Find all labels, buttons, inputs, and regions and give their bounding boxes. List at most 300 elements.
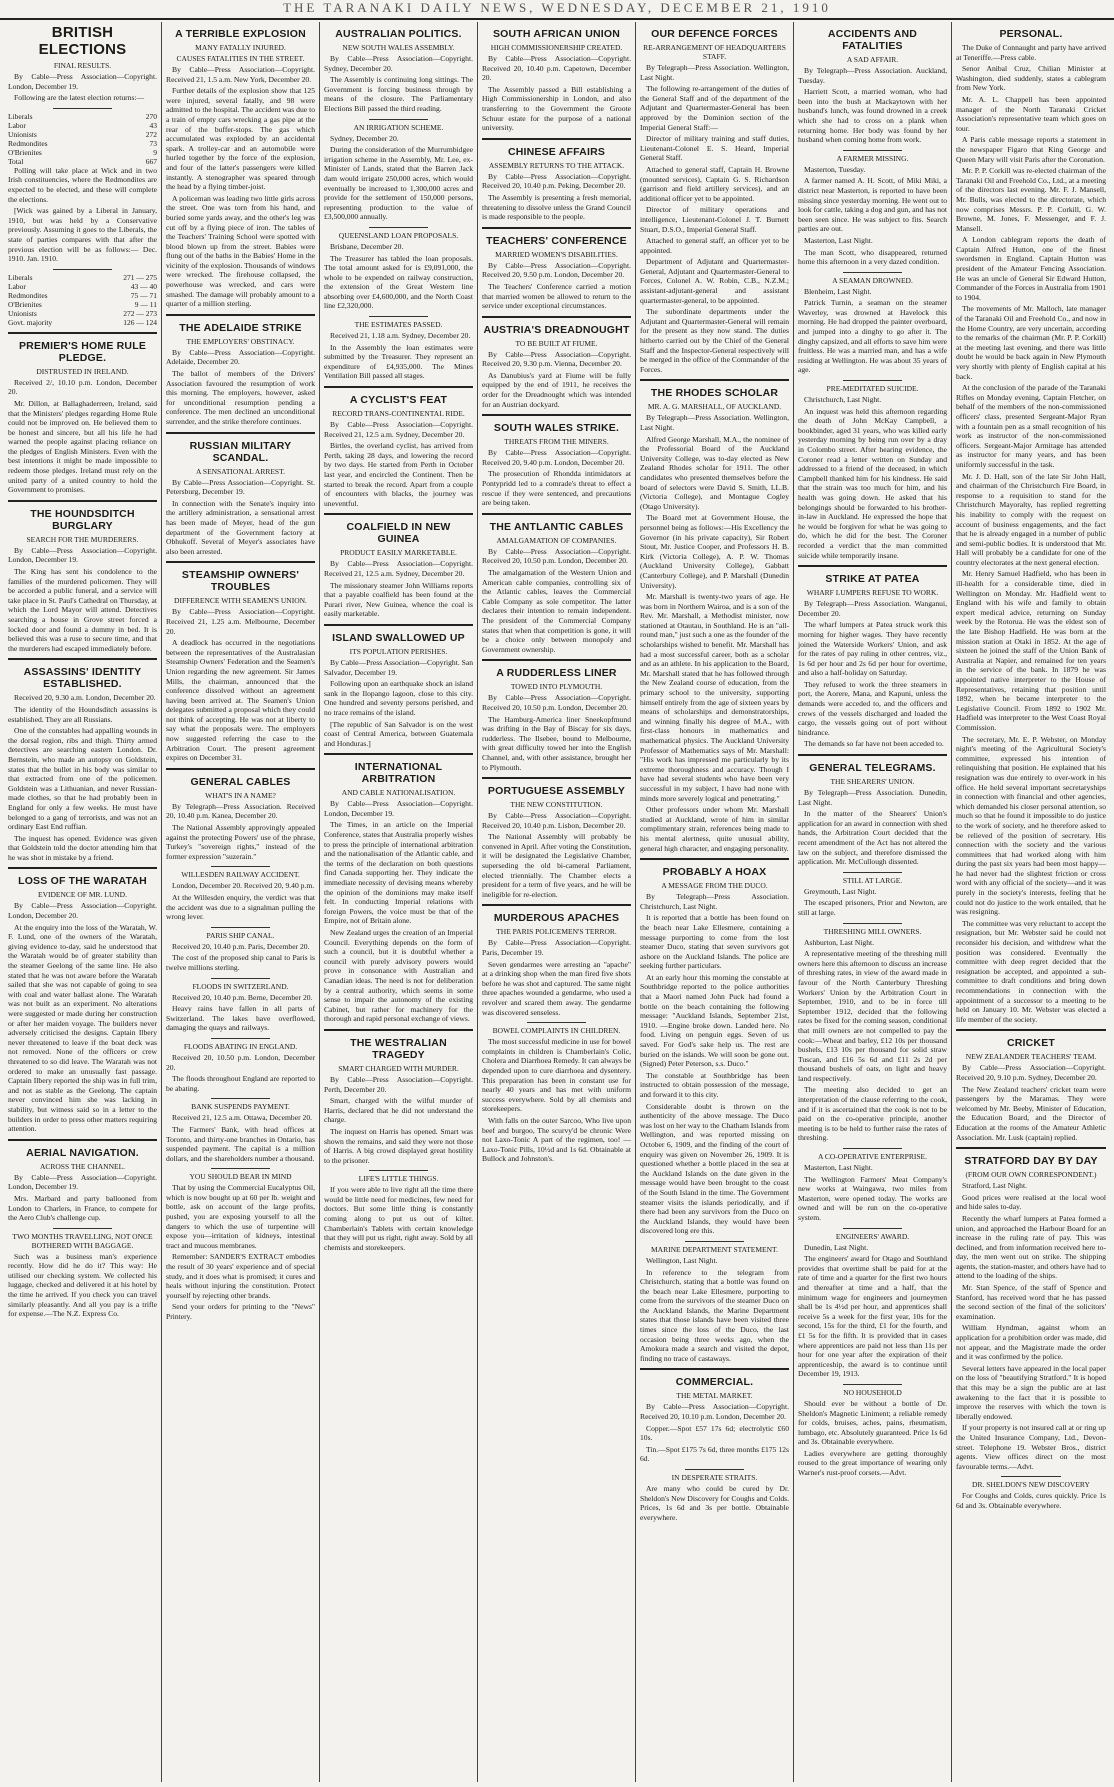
table-row bbox=[8, 112, 157, 121]
article-paragraph: The most successful medicine in use for bowel complaints in children is Chamberlain's Colic, Cholera and Diarrhoea Remedy. It can always be depended upon to cure diarrhoea and dysentery. This preparation has been in constant use for nearly 40 years and has met with uniform success everywhere. Sold by all chemists and storekeepers. bbox=[482, 1037, 631, 1114]
section-divider bbox=[53, 108, 113, 109]
article bbox=[8, 867, 157, 1133]
article-subheading: DR. SHELDON'S NEW DISCOVERY bbox=[972, 1480, 1090, 1490]
table-row bbox=[8, 148, 157, 157]
article bbox=[324, 753, 473, 1024]
article bbox=[798, 923, 947, 1143]
table-row bbox=[8, 282, 157, 291]
table-row bbox=[8, 318, 157, 327]
article-subheading: FLOODS ABATING IN ENGLAND. bbox=[183, 1041, 298, 1051]
article-paragraph: The constable at Southbridge has been instructed to obtain possession of the message, and forward it to this city. bbox=[640, 1070, 789, 1099]
party-name: Liberals bbox=[8, 111, 33, 121]
article-paragraph: Following upon an earthquake shock an island sank in the Ilopango lagoon, close to this city. One hundred and seventy persons perished, and no trace remains of the island. bbox=[324, 679, 473, 717]
article-subheading: SEARCH FOR THE MURDERERS. bbox=[26, 534, 139, 544]
article-headline: BRITISH ELECTIONS bbox=[38, 24, 127, 58]
article-headline: INTERNATIONAL ARBITRATION bbox=[354, 761, 443, 786]
article-paragraph: The engineers' award for Otago and Southland provides that overtime shall be paid for at the rate of time and a quarter for the first two hours and thereafter at time and a half, that the minimum wage for engineers and journeymen shall be 1s 4½d per hour, and apprentices shall receive 5s a week for the first year, 10s for the second, 15s for the third, £1 for the fourth, and £1 5s for the fifth. It is provided that in cases where apprentices are paid not less than 11s per hour for one year after the expiration of their apprenticeship, the award is to continue until December 19, 1913. bbox=[798, 1254, 947, 1379]
article-subheading: WHAT'S IN A NAME? bbox=[205, 790, 276, 800]
article-subheading: THRESHING MILL OWNERS. bbox=[823, 926, 922, 936]
article-paragraph: The Farmers' Bank, with head offices at Toronto, and thirty-one branches in Ontario, has suspended payment. The capital is a million dollars, and the shareholders number a thousand. bbox=[166, 1124, 315, 1163]
article-paragraph: In reference to the telegram from Christchurch, stating that a bottle was found on the beach near Lake Ellesmere, purporting to come from the survivors of the steamer Duco on the Auckland Islands, the Marine Department states that those islands have been visited three times since the loss of the Duco, the last occasion being three weeks ago, when the Amokura made a search and visited the depot, finding no trace of castaways. bbox=[640, 1267, 789, 1363]
article bbox=[640, 1241, 789, 1364]
article-paragraph: By Telegraph—Press Association. Received 20, 10.40 p.m. Kanea, December 20. bbox=[166, 801, 315, 821]
article-paragraph: Such was a business man's experience recently. How did he do it? This way: He utilised our checking system. We collected his luggage, checked and delivered it at his hotel by the time he arrived. If you check you can travel similarly pleasantly. And all you pay is a trifle for expense.—The N.Z. Express Co. bbox=[8, 1251, 157, 1319]
article-paragraph: The movements of Mr. Malloch, late manager of the Taranaki Oil and Freehold Co., and now in the Home Country, are very uncertain, according to the remarks of the chairman (Mr. P. P. Corkill) at the meeting last evening, and there was little doubt he would be back again in New Plymouth very shortly with plenty of English capital at his back. bbox=[956, 304, 1106, 381]
article-paragraph: The National Assembly approvingly appealed against the protecting Powers' use of the phrase, Turkey's "sovereign rights," instead of the former expression "suzerain." bbox=[166, 823, 315, 861]
article-paragraph: By Telegraph—Press Association. Wellington, Last Night. bbox=[640, 413, 789, 432]
article-headline: COALFIELD IN NEW GUINEA bbox=[346, 521, 451, 546]
party-name: Total bbox=[8, 156, 24, 166]
seat-count: 272 — 273 bbox=[123, 308, 157, 318]
article-paragraph: Department of Adjutant and Quartermaster-General, Adjutant and Quartermaster-General to Forces, Colonel A. W. Robin, C.B., N.Z.M.; assistant-adjutant-general and assistant quartermaster-general, to be appointed. bbox=[640, 257, 789, 305]
article bbox=[166, 978, 315, 1033]
article-headline: A RUDDERLESS LINER bbox=[496, 667, 617, 680]
article-paragraph: Received 20, 10.50 p.m. London, December 20. bbox=[166, 1052, 315, 1072]
article-subheading: DIFFERENCE WITH SEAMEN'S UNION. bbox=[174, 596, 307, 606]
article-subheading: THE NEW CONSTITUTION. bbox=[510, 800, 603, 810]
article-paragraph: The cost of the proposed ship canal to Paris is twelve millions sterling. bbox=[166, 953, 315, 972]
article-headline: THE HOUNDSDITCH BURGLARY bbox=[30, 507, 135, 532]
article bbox=[324, 1170, 473, 1252]
article-paragraph: By Cable—Press Association—Copyright. Sydney, December 20. bbox=[324, 54, 473, 73]
article-paragraph: By Cable—Press Association—Copyright. Adelaide, December 20. bbox=[166, 347, 315, 367]
party-name: Unionists bbox=[8, 308, 37, 318]
article-paragraph: By Telegraph—Press Association. Christchurch, Last Night. bbox=[640, 892, 789, 911]
party-name: Govt. majority bbox=[8, 317, 53, 327]
article-divider bbox=[482, 414, 631, 416]
section-divider bbox=[843, 380, 903, 381]
article-headline: THE ADELAIDE STRIKE bbox=[179, 321, 302, 334]
article-paragraph: The Assembly is presenting a fresh memorial, threatening to dissolve unless the Grand Council is made responsible to the people. bbox=[482, 192, 631, 222]
article-paragraph: Mrs. Marbard and party ballooned from London to Charlers, in France, to compete for the Aero Club's challenge cup. bbox=[8, 1193, 157, 1223]
article bbox=[324, 227, 473, 311]
article-headline: AUSTRIA'S DREADNOUGHT bbox=[483, 323, 630, 336]
article-subheading: A MESSAGE FROM THE DUCO. bbox=[661, 881, 768, 891]
article-headline: ACCIDENTS AND FATALITIES bbox=[827, 28, 918, 52]
section-divider bbox=[211, 1168, 271, 1169]
article-paragraph: By Telegraph—Press Association. Wellington, Last Night. bbox=[640, 63, 789, 82]
article-paragraph: During the consideration of the Murrumbidgee irrigation scheme in the Assembly, Mr. Lee, ex-Minister of Lands, stated that the Barren Jack dam would irrigate 250,000 acres, which would eventually be increased to 1,300,000 acres and provide for the settlement of 150,000 persons, representing production to the value of £3,500,000 annually. bbox=[324, 145, 473, 222]
article-headline: A TERRIBLE EXPLOSION bbox=[175, 28, 306, 40]
article-paragraph: By Cable—Press Association—Copyright. Perth, December 20. bbox=[324, 1074, 473, 1094]
article-subheading: RE-ARRANGEMENT OF HEADQUARTERS STAFF. bbox=[643, 43, 786, 61]
party-name: Redmondites bbox=[8, 290, 48, 300]
section-divider bbox=[211, 1038, 271, 1039]
article-divider bbox=[166, 561, 315, 563]
article-paragraph: By Cable—Press Association—Copyright. Received 20, 9.40 p.m. London, December 20. bbox=[482, 448, 631, 467]
article-divider bbox=[324, 753, 473, 755]
article-headline: CHINESE AFFAIRS bbox=[507, 145, 606, 158]
article bbox=[166, 927, 315, 973]
article-subheading: HIGH COMMISSIONERSHIP CREATED. bbox=[490, 43, 623, 52]
article-paragraph: Director of military training and staff duties, Lieutenant-Colonel E. S. Heard, Imperial General Staff. bbox=[640, 134, 789, 163]
article-paragraph: William Hyndman, against whom an application for a prohibition order was made, did not appear, and the Magistrate made the order and it was confirmed by the police. bbox=[956, 1323, 1106, 1362]
article-paragraph: Director of military operations and intelligence, Lieutenant-Colonel J. T. Burnett Stuart, D.S.O., Imperial General Staff. bbox=[640, 205, 789, 234]
article bbox=[324, 513, 473, 619]
article-subheading: ASSEMBLY RETURNS TO THE ATTACK. bbox=[488, 160, 625, 170]
article-subheading: A SENSATIONAL ARREST. bbox=[196, 466, 285, 476]
article-paragraph: By Cable—Press Association—Copyright. Received 20, 9.30 p.m. Vienna, December 20. bbox=[482, 349, 631, 369]
article bbox=[482, 227, 631, 311]
article-divider bbox=[324, 386, 473, 388]
article-paragraph: Senor Anibal Cruz, Chilian Minister at Washington, died suddenly, states a cablegram from New York. bbox=[956, 64, 1106, 93]
table-row bbox=[8, 130, 157, 139]
section-divider bbox=[843, 1384, 903, 1385]
article-paragraph: Mr. Dillon, at Ballaghaderreen, Ireland, said that the Ministers' pledges regarding Home Rule could not be improved on. He believed them to be honest and sincere, but all his life he had warned the people against placing reliance on the pledges of English Ministers. Even with the best intentions it might be made impossible to redeem those pledges. Ireland must rely on the united party of a united country to hold the Government to promises. bbox=[8, 398, 157, 495]
article bbox=[640, 1368, 789, 1464]
article-headline: CRICKET bbox=[1006, 1037, 1056, 1050]
article bbox=[482, 138, 631, 222]
article-divider bbox=[956, 1147, 1106, 1149]
article-paragraph: At an early hour this morning the constable at Southbridge reported to the police authorities that a Maori named John Puck had found a bottle on the beach containing the following message: "Auckland Islands, September 21st, 1910. —Engine broke down. Landed here. No food. Living on penguin eggs. Seven of us saved. For God's sake help us. The rest are buried on the islands. We will soon be gone out. (Signed) Peter Peterson, s.s. Duco." bbox=[640, 972, 789, 1069]
article-paragraph: By Cable—Press Association—Copyright. Received 20, 10.50 p.m. London, December 20. bbox=[482, 693, 631, 712]
article-headline: STRATFORD DAY BY DAY bbox=[964, 1155, 1098, 1168]
article-paragraph: Should ever be without a bottle of Dr. Sheldon's Magnetic Liniment; a reliable remedy for colds, bruises, aches, pains, rheumatism, lumbago, etc. Absolutely guaranteed. Price 1s 6d and 3s. Obtainable everywhere. bbox=[798, 1398, 947, 1447]
article-paragraph: Wellington, Last Night. bbox=[646, 1255, 718, 1265]
seat-count: 272 bbox=[145, 129, 157, 139]
article-paragraph: Patrick Turnin, a seaman on the steamer Waverley, was drowned at Havelock this morning. He had dropped the painter overboard, and jumped into a dinghy to go after it. The dinghy capsized, and all efforts to save him were fruitless. He was a married man, and has a wife residing at Wellington. He was about 35 years of age. bbox=[798, 298, 947, 375]
article-paragraph: The committee was very reluctant to accept the resignation, but Mr. Webster said he could not reconsider his decision, and withdrew what the position was considered. Eventually the committee with deep regret decided that the resignation be accepted, and appointed a sub-committee to draft conditions and bring down recommendations in connection with the appointment of a successor to a meeting to be held on January 10. Mr. Webster was elected a life member of the society. bbox=[956, 918, 1106, 1024]
article-paragraph: By Cable—Press Association—Copyright. Received 20, 10.40 p.m. Peking, December 20. bbox=[482, 171, 631, 191]
article-divider bbox=[324, 1029, 473, 1031]
seat-count: 43 bbox=[149, 120, 157, 130]
article-paragraph: The Times, in an article on the Imperial Conference, states that Australia properly wishes to press the principle of international arbitration and the nationalisation of the Atlantic cable, and the terms of the declaration on both questions find Canada supporting her. They indicate the immediate necessity of devising means whereby the opinion of the dominions may make itself felt. In conducting Imperial relations with foreign Powers, the voice must be that of the Empire, not of Britain alone. bbox=[324, 820, 473, 926]
article bbox=[482, 513, 631, 655]
results-table bbox=[8, 273, 157, 327]
article bbox=[798, 1384, 947, 1478]
article-paragraph: The wharf lumpers at Patea struck work this morning for higher wages. They have recently joined the Waterside Workers' Union, and ask for the rates of pay ruling in other centres, viz., 1s 6d per hour and 2s 6d per hour for overtime, and also a half-holiday on Saturday. bbox=[798, 620, 947, 678]
party-name: Labor bbox=[8, 120, 26, 130]
article-paragraph: Masterton, Last Night. bbox=[804, 1163, 873, 1173]
article-paragraph: The demands so far have not been acceded to. bbox=[804, 739, 944, 749]
article-paragraph: By Cable—Press Association—Copyright. Received 20, 10.40 p.m. Capetown, December 20. bbox=[482, 54, 631, 83]
article-subheading: STILL AT LARGE. bbox=[842, 875, 903, 885]
section-divider bbox=[843, 923, 903, 924]
newspaper-page bbox=[4, 22, 1110, 1782]
article bbox=[798, 872, 947, 918]
article-divider bbox=[482, 316, 631, 318]
article-headline: STRIKE AT PATEA bbox=[825, 573, 920, 586]
table-row bbox=[8, 121, 157, 130]
article-paragraph: Brisbane, December 20. bbox=[330, 241, 404, 251]
section-divider bbox=[843, 872, 903, 873]
article-divider bbox=[8, 500, 157, 502]
article-paragraph: Greymouth, Last Night. bbox=[804, 886, 877, 896]
article-paragraph: Good prices were realised at the local wool and hide sales to-day. bbox=[956, 1192, 1106, 1212]
article-paragraph: Christchurch, Last Night. bbox=[804, 395, 882, 405]
article-paragraph: Attached to general staff, an officer yet to be appointed. bbox=[640, 236, 789, 255]
article-paragraph: Are many who could be cured by Dr. Sheldon's New Discovery for Coughs and Colds. Prices, 1s 6d and 3s per bottle. Obtainable everywhere. bbox=[640, 1484, 789, 1522]
article-divider bbox=[8, 1139, 157, 1141]
article-divider bbox=[640, 1368, 789, 1370]
article-subheading: THE ESTIMATES PASSED. bbox=[354, 320, 443, 330]
party-name: Liberals bbox=[8, 272, 33, 282]
article-paragraph: Several letters have appeared in the local paper on the loss of "beautifying Stratford." It is hoped that this may be a sign the public are at last awakening to the fact that it is possible to improve the reserves with which the town is liberally endowed. bbox=[956, 1363, 1106, 1421]
article-paragraph: London, December 20. Received 20, 9.40 p.m. bbox=[172, 881, 315, 891]
article-subheading: THE EMPLOYERS' OBSTINACY. bbox=[186, 336, 295, 346]
article-paragraph: The secretary, Mr. E. P. Webster, on Monday night's meeting of the Agricultural Society's committee, expressed his intention of relinquishing that position. He explained that his resignation was due entirely to over-work in his office. He held several important secretaryships in connection with financial and other agencies, which demanded his closer personal attention, so much so that he found it impossible to do justice to the work of society, and he therefore asked to be relieved of the position of secretary. His connection with the society and the various committees that had worked along with him during the past six years had been most happy—he had never had the slightest friction or cross word with any official of the society—and it was purely in the society's interests, feeling that he could not do justice to the work entailed, that he was resigning. bbox=[956, 734, 1106, 917]
article-paragraph: Received 20, 9.30 a.m. London, December 20. bbox=[14, 693, 156, 703]
article bbox=[8, 1228, 157, 1319]
section-divider bbox=[369, 1170, 429, 1171]
article-paragraph: The floods throughout England are reported to be abating. bbox=[166, 1074, 315, 1093]
article-divider bbox=[8, 867, 157, 869]
article bbox=[798, 1148, 947, 1223]
article bbox=[8, 1139, 157, 1223]
article-subheading: MARINE DEPARTMENT STATEMENT. bbox=[651, 1244, 778, 1254]
article-subheading: PRODUCT EASILY MARKETABLE. bbox=[340, 548, 457, 558]
article bbox=[166, 432, 315, 557]
article-subheading: A CO-OPERATIVE ENTERPRISE. bbox=[818, 1152, 927, 1162]
article-headline: THE ANTLANTIC CABLES bbox=[489, 520, 624, 533]
article-divider bbox=[798, 565, 947, 567]
article-subheading: BOWEL COMPLAINTS IN CHILDREN. bbox=[492, 1026, 621, 1036]
article-paragraph: The National Assembly will probably be convened in April. After voting the Constitution, it will be designated the Legislative Chamber, superseding the old bi-cameral Parliament, elected triennially. The Chamber elects a president for a term of five years, and he will be ineligible for re-election. bbox=[482, 832, 631, 899]
article-divider bbox=[482, 513, 631, 515]
article-subheading: NEW ZEALANDER TEACHERS' TEAM. bbox=[965, 1052, 1097, 1062]
article-paragraph: The inquest has opened. Evidence was given that Goldstein told the doctor attending him that he was shot in mistake by a friend. bbox=[8, 833, 157, 862]
article bbox=[482, 904, 631, 1017]
article-paragraph: By Cable—Press Association—Copyright. London, December 19. bbox=[324, 799, 473, 818]
article-paragraph: Sydney, December 20. bbox=[330, 133, 399, 143]
article-paragraph: The Wellington Farmers' Meat Company's new works at Waingawa, two miles from Masterton, were opened today. The works are owned and will be run on the co-operative system. bbox=[798, 1174, 947, 1222]
article-paragraph: Ladies everywhere are getting thoroughly roused to the great importance of wearing only Warner's rust-proof corsets.—Advt. bbox=[798, 1448, 947, 1478]
article bbox=[166, 314, 315, 427]
article bbox=[324, 28, 473, 114]
article bbox=[956, 1147, 1106, 1471]
section-divider bbox=[1001, 1476, 1061, 1477]
column-7 bbox=[952, 22, 1110, 1782]
section-divider bbox=[53, 269, 113, 270]
article bbox=[798, 565, 947, 749]
party-name: O'Brienites bbox=[8, 299, 42, 309]
article-paragraph: Polling will take place at Wick and in two Irish constituencies, where the Redmondites are expected to be elected, and these will complete the elections. bbox=[8, 165, 157, 204]
article-headline: OUR DEFENCE FORCES bbox=[651, 28, 778, 40]
article bbox=[8, 24, 157, 103]
article-subheading: (FROM OUR OWN CORRESPONDENT.) bbox=[965, 1170, 1097, 1180]
article bbox=[956, 1029, 1106, 1142]
article bbox=[324, 624, 473, 748]
article-divider bbox=[324, 624, 473, 626]
seat-count: 126 — 124 bbox=[123, 317, 157, 327]
article-divider bbox=[482, 227, 631, 229]
article-paragraph: They refused to work the three steamers in port, the Aorere, Mana, and Kapuni, unless the demands were acceded to, and the officers and crews of the vessels discharged and loaded the cargo, the vessels going out of port without hindrance. bbox=[798, 679, 947, 737]
table-row bbox=[8, 300, 157, 309]
section-divider bbox=[369, 227, 429, 228]
article-paragraph: Masterton, Tuesday. bbox=[804, 164, 866, 174]
section-divider bbox=[53, 1228, 113, 1229]
seat-count: 9 bbox=[153, 147, 157, 157]
article-paragraph: For Coughs and Colds, cures quickly. Price 1s 6d and 3s. Obtainable everywhere. bbox=[956, 1491, 1106, 1510]
seat-count: 75 — 71 bbox=[130, 290, 157, 300]
article-paragraph: Further details of the explosion show that 125 were injured, several fatally, and 98 were admitted to the hospital. The accident was due to a train of empty cars wrecking a gas pipe at the rear of the buffer-stops. The gas which accumulated was exploded by an accidental spark. A trolley-car and an automobile were hurled together by the force of the explosion, and four of the latter's passengers were killed instantly. A stenographer was speared through the head by a flying timber-joist. bbox=[166, 86, 315, 192]
section-divider bbox=[211, 1098, 271, 1099]
section-divider bbox=[211, 978, 271, 979]
article-headline: AUSTRALIAN POLITICS. bbox=[335, 28, 462, 40]
table-row bbox=[8, 291, 157, 300]
article-headline: GENERAL CABLES bbox=[190, 775, 291, 788]
article-paragraph: By Cable—Press Association—Copyright. London, December 20. bbox=[8, 901, 157, 921]
table-row bbox=[8, 273, 157, 282]
article-divider bbox=[166, 768, 315, 770]
article-paragraph: If you were able to live right all the time there would be little need for medicines, few need for doctors. But some little thing is constantly coming along to put us out of kilter. Chamberlain's Tablets with certain knowledge that they will put us right, right away. Sold by all chemists and storekeepers. bbox=[324, 1185, 473, 1252]
article-paragraph: As Danubius's yard at Fiume will be fully equipped by the end of 1911, he receives the order for the Dreadnought which was intended for an Austrian dockyard. bbox=[482, 370, 631, 409]
article bbox=[324, 316, 473, 381]
article-paragraph: It is reported that a bottle has been found on the beach near Lake Ellesmere, containing a message purporting to come from the lost steamer Duco, stating that seven survivors got ashore on the Auckland Islands. The police are seeking further particulars. bbox=[640, 913, 789, 971]
article-subheading: YOU SHOULD BEAR IN MIND bbox=[189, 1172, 292, 1182]
article-paragraph: Mr. J. D. Hall, son of the late Sir John Hall, and chairman of the Christchurch Fire Board, in response to a requisition to stand for the Christchurch Mayoralty, has replied regretting his inability to comply with the request on account of business engagements, and the fact that he is already engaged in a number of public and semi-public bodies. It is understood that Mr. Hall will probably be a candidate for one of the country electorates at the next general election. bbox=[956, 471, 1106, 567]
article-paragraph: Mr. Marshall is twenty-two years of age. He was born in Northern Wairoa, and is a son of the Rev. Mr. Marshall, a Methodist minister, now stationed at Otautau, in Southland. He is an "all-round man," just such a one as the founder of the scholarships wished to benefit. Mr. Marshall has had a most successful career, both as a scholar and as an athlete. In his application to the Board, Mr. Marshall stated that he has followed through the New Zealand course of education, from the primary school to the university, supporting himself entirely from the age of sixteen years by means of scholarships and demonstratorships, and winning finally his degree of M.A., with first-class honours in mathematics and mathematical physics. The Auckland University Professor of Mathematics says of Mr. Marshall: "His work has impressed me particularly by its extreme thoroughness and accuracy. Though I have had several students who have been very successful in my subject, I have had none with minds more severely logical and penetrating." bbox=[640, 592, 789, 803]
article-subheading: LIFE'S LITTLE THINGS. bbox=[358, 1174, 439, 1184]
article-subheading: TWO MONTHS TRAVELLING, NOT ONCE BOTHERED WITH BAGGAGE. bbox=[12, 1231, 153, 1250]
column-6 bbox=[794, 22, 952, 1782]
article-paragraph: By Cable—Press Association—Copyright. Received 20, 10.50 p.m. London, December 20. bbox=[482, 546, 631, 566]
article bbox=[166, 1098, 315, 1163]
article-subheading: FLOODS IN SWITZERLAND. bbox=[192, 981, 289, 991]
article-paragraph: Heavy rains have fallen in all parts of Switzerland. The lakes have overflowed, damaging the quays and railways. bbox=[166, 1004, 315, 1033]
article bbox=[166, 866, 315, 921]
section-divider bbox=[843, 1148, 903, 1149]
article-paragraph: At the conclusion of the parade of the Taranaki Rifles on Monday evening, Captain Fletcher, on behalf of the members of the non-commissioned officers' class, presented Sergeant-Major Ryan with a fountain pen as a small recognition of his work as instructor of the non-commissioned officers. Sergeant-Major Armitage has attended as instructor for many years, and has been uniformly successful in the task. bbox=[956, 383, 1106, 469]
article-paragraph: Other professors under whom Mr. Marshall studied at Auckland, wrote of him in similar complimentary strain, references being made to his mental alertness, quite unusual ability, general high character, and engaging personality. bbox=[640, 805, 789, 853]
article bbox=[482, 316, 631, 410]
article bbox=[798, 28, 947, 145]
section-divider bbox=[369, 119, 429, 120]
article-paragraph: One of the constables had appalling wounds in the dorsal region, ribs and thigh. Thirty armed detectives are searching eastern London. Dr. Bernstein, who made an autopsy on Goldstein, states that the bullet in his body was similar to that extracted from one of the policemen. Goldstein was a Lithuanian, and never Russian-made clothes, so that he had probably been in England for only a few weeks. He must have belonged to a gang of terrorists, and was not an ordinary East End ruffian. bbox=[8, 726, 157, 832]
article-paragraph: At the Willesden enquiry, the verdict was that the accident was due to a signalman pulling the wrong lever. bbox=[166, 893, 315, 922]
article bbox=[798, 150, 947, 267]
article-paragraph: Copper.—Spot £57 17s 6d; electrolytic £60 10s. bbox=[640, 1423, 789, 1443]
article-headline: PORTUGUESE ASSEMBLY bbox=[487, 785, 626, 798]
article-paragraph: Ashburton, Last Night. bbox=[804, 937, 875, 947]
seat-count: 9 — 11 bbox=[134, 299, 157, 309]
article-paragraph: A London cablegram reports the death of Captain Alfred Hutton, one of the finest swordsmen in England. Captain Hutton was president of the Amateur Fencing Association. He was an uncle of General Sir Edward Hutton, Commander of the Forces in Australia from 1901 to 1904. bbox=[956, 235, 1106, 302]
article-paragraph: Received 20, 10.40 p.m. Berne, December 20. bbox=[172, 992, 313, 1002]
article bbox=[482, 28, 631, 133]
article-paragraph: A representative meeting of the threshing mill owners here this afternoon to discuss an increase of threshing rates, in view of the award made in favour of the North Canterbury Threshing Workers' Union by the Arbitration Court in September, 1910, and to be in force till September 1912, decided that the following rates be fixed for the coming season, conditional that mill owners are not compelled to pay the cook:—Wheat and barley, £12 10s per thousand bushels, £13 10s per thousand for solid straw Tuscan, and £16 5s 6d and £11 2s 2d per thousand bushels of oats, on light and heavy land respectively. bbox=[798, 949, 947, 1083]
article-paragraph: Stratford, Last Night. bbox=[962, 1181, 1027, 1191]
article-subheading: RECORD TRANS-CONTINENTAL RIDE. bbox=[332, 409, 465, 419]
article-paragraph: [Wick was gained by a Liberal in January, 1910, but was held by a Conservative previously. Assuming it goes to the Liberals, the state of parties compares with that after the previous election will be as follows:— Dec. 1910. Jan. 1910. bbox=[8, 206, 157, 264]
article bbox=[640, 28, 789, 374]
article-subheading: AN IRRIGATION SCHEME. bbox=[353, 122, 444, 132]
article-paragraph: At the enquiry into the loss of the Waratah, W. F. Lund, one of the owners of the Waratah, giving evidence to-day, said he understood that the Waratah would be of greater stability than the steamer Geelong of the same line. He also stated that he was not aware before the Waratah sailed that she was not capable of going to sea with coal and water ballast alone. The Waratah was not built as an experiment. No alterations were suggested or made during her construction or after her maiden voyage. The builders never adversely criticised the designs. Captain Ilbery never threatened to leave if the boat deck was not removed. None of the officers or crew threatened to so did leave. The Waratah was not ordered to make an unusually fast passage. Captain Ilbery reported the ship was in full trim, and not as stable as the Geelong. The captain never convinced him she was lacking in stability, but witness said so in a letter to the builders in order to press other matters requiring attention. bbox=[8, 922, 157, 1134]
article-subheading: QUEENSLAND LOAN PROPOSALS. bbox=[338, 230, 459, 240]
article-paragraph: Send your orders for printing to the "News" Printery. bbox=[166, 1302, 315, 1321]
article-paragraph: An inquest was held this afternoon regarding the death of John McKay Campbell, a bookbinder, aged 31 years, who was killed early yesterday morning by being run over by a dray in Colombo street. After hearing evidence, the Coroner read a letter written on Sunday and addressed to a friend of the deceased, in which Campbell thanked him for his kindness. He said that the strain was too much for him, and his health was going down. He asked that his belongings should be forwarded to his brother-in-law in Auckland. He expressed the hope that he would be forgiven for what he was going to do, which he did for the best. The Coroner recorded a verdict that the man committed suicide while temporarily insane. bbox=[798, 406, 947, 560]
article-paragraph: By Cable—Press Association—Copyright. Received 21, 12.5 a.m. Sydney, December 20. bbox=[324, 559, 473, 578]
column-3 bbox=[320, 22, 478, 1782]
article bbox=[166, 28, 315, 309]
article bbox=[324, 1029, 473, 1165]
article-paragraph: The man Scott, who disappeared, returned home this afternoon in a very dazed condition. bbox=[798, 247, 947, 267]
article-headline: A CYCLIST'S FEAT bbox=[349, 394, 448, 407]
article-subheading: ITS POPULATION PERISHES. bbox=[349, 646, 448, 656]
article-paragraph: New Zealand urges the creation of an Imperial Council. Everything depends on the form of such a council, but it is doubtful whether a council with purely advisory powers would prove in consonance with Australian and Canadian ideas. The need is not for deliberation by a central authority, which seems in some sense to impair the autonomy of the existing Cabinet, but rather for machinery for the thorough and rapid personal exchange of views. bbox=[324, 928, 473, 1024]
article-paragraph: By Cable—Press Association—Copyright. Received 21, 1.5 a.m. New York, December 20. bbox=[166, 65, 315, 84]
article-paragraph: By Cable—Press Association—Copyright. San Salvador, December 19. bbox=[324, 657, 474, 677]
section-divider bbox=[843, 272, 903, 273]
article-paragraph: The identity of the Houndsditch assassins is established. They are all Russians. bbox=[8, 704, 157, 724]
article-paragraph: Masterton, Last Night. bbox=[804, 235, 873, 245]
seat-count: 73 bbox=[149, 138, 157, 148]
article-paragraph: In the Assembly the loan estimates were submitted by the Treasurer. They represent an expenditure of £4,935,000. The Mines Ventilation Bill passed all stages. bbox=[324, 342, 473, 381]
article bbox=[8, 332, 157, 495]
article-divider bbox=[956, 1029, 1106, 1031]
article-divider bbox=[166, 432, 315, 434]
section-divider bbox=[843, 150, 903, 151]
article-paragraph: By Cable—Press Association—Copyright. Received 20, 9.50 p.m. London, December 20. bbox=[482, 260, 631, 280]
article bbox=[166, 768, 315, 862]
article-subheading: A SAD AFFAIR. bbox=[846, 55, 899, 64]
article-paragraph: Received 20, 10.40 p.m. Paris, December 20. bbox=[172, 941, 310, 951]
article bbox=[8, 108, 157, 264]
article-divider bbox=[640, 379, 789, 381]
article-headline: AERIAL NAVIGATION. bbox=[26, 1146, 139, 1159]
article-paragraph: The Assembly passed a Bill establishing a High Commissionership in London, and also transferring to the Government the Groote Schuur estate for the purpose of a national university. bbox=[482, 84, 631, 133]
party-name: Unionists bbox=[8, 129, 37, 139]
article-divider bbox=[798, 754, 947, 756]
article-paragraph: In connection with the Senate's inquiry into the artillery administration, a sensational arrest has been made of Meyer, head of the gun department of the Government factory at Obhukoff. Several of Meyer's associates have also been arrested. bbox=[166, 498, 315, 556]
article-paragraph: That by using the Commercial Eucalyptus Oil, which is now bought up at 60 per lb. weight and bottle, ask on account of the large profits, pushed, you are exposing yourself to all the dangers to which the use of turpentine will expose you—irritation of kidneys, intestinal tract and mucous membranes. bbox=[166, 1183, 315, 1250]
article-subheading: ACROSS THE CHANNEL. bbox=[39, 1161, 126, 1171]
seat-count: 270 bbox=[145, 111, 157, 121]
article-paragraph: A Paris cable message reports a statement in the newspaper Figaro that King George and Queen Mary will visit Paris after the Coronation. bbox=[956, 135, 1106, 164]
article-subheading: A SEAMAN DROWNED. bbox=[832, 275, 913, 285]
article-subheading: PRE-MEDITATED SUICIDE. bbox=[826, 384, 919, 394]
article-subheading: NEW SOUTH WALES ASSEMBLY. bbox=[342, 43, 455, 52]
article-headline: THE WESTRALIAN TRAGEDY bbox=[350, 1036, 447, 1061]
article bbox=[324, 386, 473, 508]
article bbox=[324, 119, 473, 222]
article-subheading: PARIS SHIP CANAL. bbox=[206, 930, 275, 940]
article-subheading: EVIDENCE OF MR. LUND. bbox=[38, 890, 127, 900]
article bbox=[640, 858, 789, 1236]
article bbox=[640, 1469, 789, 1522]
article-paragraph: Attached to general staff, Captain H. Browne (mounted services), Captain G. S. Richardson (garrison and field artillery services), and an additional officer yet to be appointed. bbox=[640, 164, 789, 203]
section-divider bbox=[211, 866, 271, 867]
article bbox=[956, 1476, 1106, 1510]
section-divider bbox=[843, 1228, 903, 1229]
article-headline: PREMIER'S HOME RULE PLEDGE. bbox=[18, 339, 147, 364]
article-subheading: MR. A. G. MARSHALL, OF AUCKLAND. bbox=[647, 402, 782, 412]
article-subheading: SMART CHARGED WITH MURDER. bbox=[338, 1063, 459, 1073]
section-divider bbox=[527, 1022, 587, 1023]
article bbox=[798, 1228, 947, 1379]
article-subheading: THREATS FROM THE MINERS. bbox=[504, 437, 609, 447]
article-divider bbox=[324, 513, 473, 515]
section-divider bbox=[369, 316, 429, 317]
article bbox=[8, 658, 157, 862]
article-paragraph: By Cable—Press Association—Copyright. London, December 19. bbox=[8, 72, 157, 91]
column-1 bbox=[4, 22, 162, 1782]
article-paragraph: The meeting also decided to get an interpretation of the clause referring to the cook, and if it is ascertained that the cook is not to be paid on the co-operative principle, another meeting is to be held to further raise the rates of threshing. bbox=[798, 1085, 947, 1143]
column-4 bbox=[478, 22, 636, 1782]
table-row bbox=[8, 139, 157, 148]
party-name: Redmondites bbox=[8, 138, 48, 148]
article bbox=[482, 1022, 631, 1164]
masthead: THE TARANAKI DAILY NEWS, WEDNESDAY, DECEMBER 21, 1910 bbox=[0, 0, 1114, 20]
article-paragraph: Considerable doubt is thrown on the authenticity of the above message. The Duco was lost on her way to the Chatham Islands from Wellington, and was reported missing on October 6, 1909, and the finding of the court of enquiry was given on November 26, 1909. It is questioned whether a bottle placed in the sea at the Auckland Islands on the date given in the message would have been brought to the coast of the South Island in the time. The Government steamer visits the islands periodically, and if there had been any survivors from the Duco on the Auckland Islands, they would have been discovered long ere this. bbox=[640, 1101, 789, 1236]
article-paragraph: By Cable—Press Association—Copyright. Received 20, 10.40 p.m. Lisbon, December 20. bbox=[482, 811, 631, 830]
article-paragraph: Alfred George Marshall, M.A., the nominee of the Professorial Board of the Auckland University College, was to-day elected as New Zealand Rhodes scholar for 1911. The other candidates who presented themselves before the board of selectors were David S. Smith, LL.B. (Victoria College), and Montague Cogley (Otago University). bbox=[640, 434, 789, 511]
article-paragraph: The missionary steamer John Williams reports that a payable coalfield has been found at the Purari river, New Guinea, whence the coal is easily marketable. bbox=[324, 580, 473, 619]
article-paragraph: The Assembly is continuing long sittings. The Government is forcing business through by means of the closure. The Parliamentary Elections Bill passed the third reading. bbox=[324, 75, 473, 113]
seat-count: 43 — 40 bbox=[130, 281, 157, 291]
table-row bbox=[8, 309, 157, 318]
article-paragraph: The Duke of Connaught and party have arrived at Teneriffe.—Press cable. bbox=[956, 43, 1106, 62]
article bbox=[166, 561, 315, 763]
